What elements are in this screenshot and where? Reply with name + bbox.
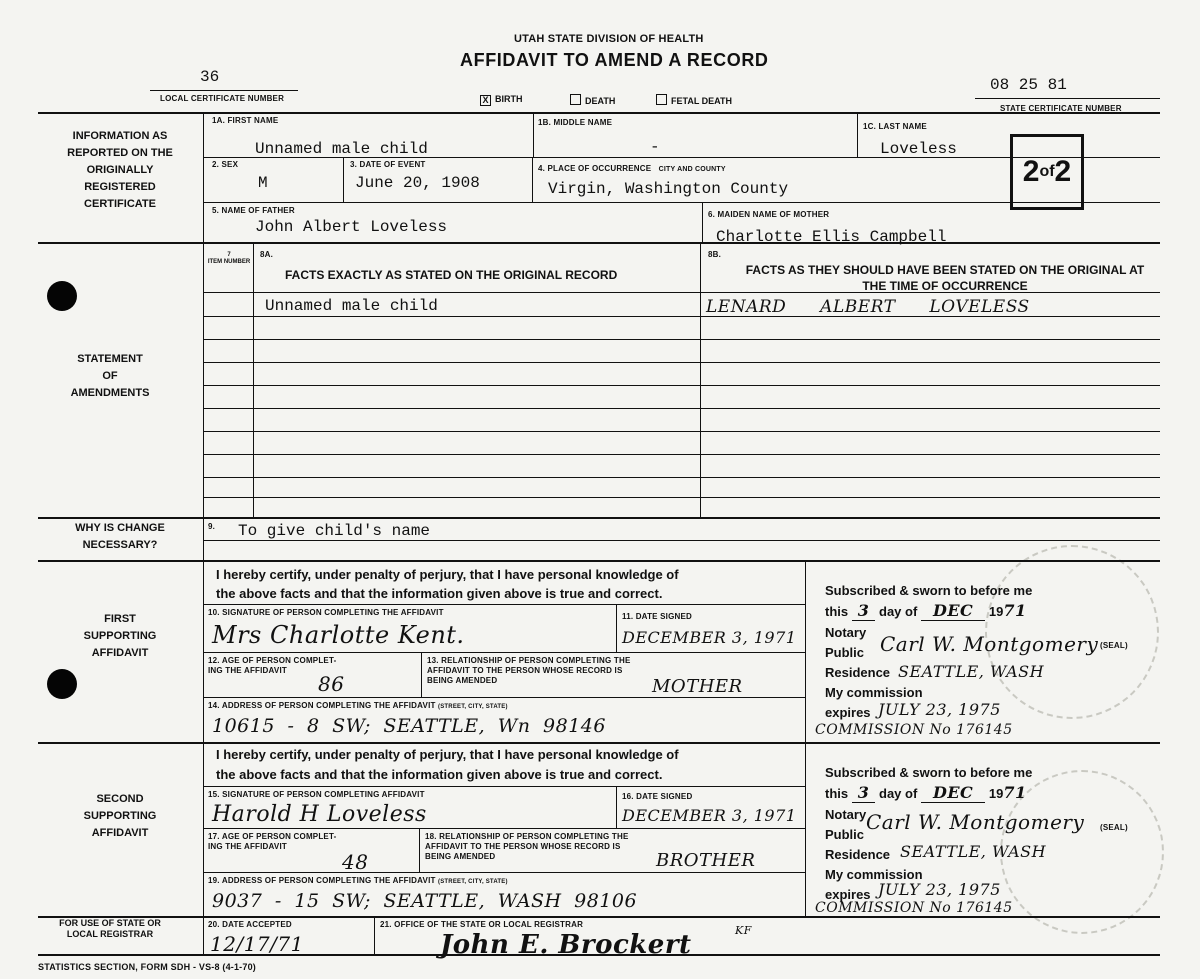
- first-public-label: Public: [825, 645, 865, 660]
- page-marker-number: 2: [1022, 155, 1040, 188]
- reason-num: 9.: [208, 522, 216, 531]
- second-date-label: 16. DATE SIGNED: [622, 792, 693, 801]
- last-name-value: Loveless: [880, 140, 957, 158]
- first-name-label: 1A. FIRST NAME: [212, 116, 279, 125]
- divider: [203, 454, 1160, 455]
- mother-label: 6. MAIDEN NAME OF MOTHER: [708, 210, 830, 219]
- col-8b-num: 8B.: [708, 250, 722, 259]
- first-sig-label: 10. SIGNATURE OF PERSON COMPLETING THE AFFIDAVIT: [208, 608, 444, 617]
- year-prefix: 19: [988, 786, 1004, 801]
- first-address-label: [208, 701, 508, 710]
- divider: [203, 540, 1160, 541]
- second-age-value: 48: [342, 850, 369, 874]
- second-notary-label: Notary: [825, 807, 867, 822]
- divider: [616, 604, 617, 652]
- divider: [203, 872, 805, 873]
- divider: [203, 652, 805, 653]
- first-signature: Mrs Charlotte Kent.: [212, 621, 465, 649]
- record-type-birth[interactable]: [480, 94, 523, 106]
- divider: [857, 112, 858, 157]
- divider: [253, 242, 254, 517]
- divider: [374, 916, 375, 954]
- second-notary-sworn: Subscribed & sworn to before me: [825, 765, 1033, 780]
- local-cert-underline: [150, 90, 298, 91]
- agency-name: UTAH STATE DIVISION OF HEALTH: [514, 33, 704, 45]
- section-registrar-label: FOR USE OF STATE OR LOCAL REGISTRAR: [59, 918, 161, 939]
- amendment-corrected-value: LENARD ALBERT LOVELESS: [706, 297, 1030, 317]
- checkbox-icon: [570, 94, 581, 105]
- divider: [421, 652, 422, 697]
- this-label: this: [825, 786, 849, 801]
- amendment-original-value: Unnamed male child: [265, 297, 438, 315]
- first-notary-day: 3: [852, 601, 876, 621]
- record-type-label: FETAL DEATH: [671, 96, 732, 106]
- reason-value: To give child's name: [238, 522, 431, 540]
- divider: [203, 477, 1160, 478]
- first-age-value: 86: [318, 672, 345, 696]
- registrar-office-label: 21. OFFICE OF THE STATE OR LOCAL REGISTRAR: [380, 920, 584, 929]
- second-rel-label-1: 18. RELATIONSHIP OF PERSON COMPLETING THE: [425, 832, 629, 841]
- second-notary-signature: Carl W. Montgomery: [866, 810, 1085, 834]
- second-address-value: 9037 - 15 SW; SEATTLE, WASH 98106: [212, 890, 638, 912]
- section-reason-label: WHY IS CHANGE NECESSARY?: [75, 522, 165, 551]
- divider: [203, 408, 1160, 409]
- divider: [38, 242, 1160, 244]
- second-residence-label: Residence: [825, 847, 891, 862]
- registrar-signature: John E. Brockert: [440, 930, 692, 960]
- second-age-label-2: ING THE AFFIDAVIT: [208, 842, 287, 851]
- second-signature: Harold H Loveless: [212, 802, 427, 827]
- divider: [203, 697, 805, 698]
- certify-statement-1a: I hereby certify, under penalty of perjury, that I have personal knowledge of: [216, 567, 679, 582]
- first-commission-label: My commission: [825, 685, 923, 700]
- father-value: John Albert Loveless: [255, 218, 448, 236]
- item-number-num: 7: [227, 252, 231, 258]
- date-accepted-label: 20. DATE ACCEPTED: [208, 920, 292, 929]
- second-address-sublabel: (STREET, CITY, STATE): [438, 879, 508, 885]
- first-address-label-main: 14. ADDRESS OF PERSON COMPLETING THE AFFIDAVIT: [208, 701, 436, 710]
- year-prefix: 19: [988, 604, 1004, 619]
- local-cert-number: 36: [200, 68, 220, 86]
- first-address-sublabel: (STREET, CITY, STATE): [438, 704, 508, 710]
- place-label-main: 4. PLACE OF OCCURRENCE: [538, 164, 652, 173]
- second-notary-date-line: [825, 784, 1027, 803]
- record-type-death[interactable]: [570, 94, 615, 106]
- first-rel-label-1: 13. RELATIONSHIP OF PERSON COMPLETING THE: [427, 656, 631, 665]
- second-sig-label: 15. SIGNATURE OF PERSON COMPLETING AFFIDAVIT: [208, 790, 425, 799]
- second-rel-label-2: AFFIDAVIT TO THE PERSON WHOSE RECORD IS: [425, 842, 621, 851]
- record-type-label: DEATH: [585, 96, 616, 106]
- first-address-value: 10615 - 8 SW; SEATTLE, Wn 98146: [212, 715, 606, 737]
- first-residence-value: SEATTLE, WASH: [898, 662, 1045, 681]
- first-relationship-value: MOTHER: [652, 676, 743, 697]
- item-number-header: [206, 252, 252, 266]
- date-accepted-value: 12/17/71: [210, 932, 304, 956]
- registrar-initials: KF: [735, 924, 752, 937]
- first-date-label: 11. DATE SIGNED: [622, 612, 692, 621]
- page-marker-total: 2: [1054, 155, 1072, 188]
- state-cert-label: STATE CERTIFICATE NUMBER: [1000, 104, 1122, 113]
- divider: [203, 339, 1160, 340]
- first-seal-label: (SEAL): [1100, 641, 1128, 650]
- second-notary-month: DEC: [921, 783, 985, 803]
- last-name-label: 1C. LAST NAME: [863, 122, 927, 131]
- col-8a-num: 8A.: [260, 250, 274, 259]
- divider: [38, 560, 1160, 562]
- section-original-label: INFORMATION AS REPORTED ON THE ORIGINALLY REGISTERED CERTIFICATE: [67, 130, 173, 210]
- divider: [38, 916, 1160, 918]
- form-title: AFFIDAVIT TO AMEND A RECORD: [460, 50, 769, 70]
- second-relationship-value: BROTHER: [656, 850, 756, 871]
- father-label: 5. NAME OF FATHER: [212, 206, 295, 215]
- first-notary-month: DEC: [921, 601, 985, 621]
- first-residence-label: Residence: [825, 665, 891, 680]
- place-value: Virgin, Washington County: [548, 180, 789, 198]
- divider: [203, 431, 1160, 432]
- first-commission-no: COMMISSION No 176145: [815, 722, 1013, 738]
- first-expires-label: expires: [825, 705, 871, 720]
- certify-statement-2b: the above facts and that the information given above is true and correct.: [216, 767, 663, 782]
- second-rel-label-3: BEING AMENDED: [425, 852, 496, 861]
- checkbox-icon: X: [480, 95, 491, 106]
- divider: [343, 157, 344, 202]
- divider: [38, 742, 1160, 744]
- second-seal-label: (SEAL): [1100, 823, 1128, 832]
- second-age-label-1: 17. AGE OF PERSON COMPLET-: [208, 832, 337, 841]
- second-public-label: Public: [825, 827, 865, 842]
- first-rel-label-2: AFFIDAVIT TO THE PERSON WHOSE RECORD IS: [427, 666, 623, 675]
- state-cert-number: 08 25 81: [990, 76, 1067, 94]
- first-date-value: DECEMBER 3, 1971: [622, 628, 797, 647]
- date-of-event-label: 3. DATE OF EVENT: [350, 160, 426, 169]
- middle-name-value: -: [650, 138, 660, 156]
- middle-name-label: 1B. MIDDLE NAME: [538, 118, 613, 127]
- divider: [203, 362, 1160, 363]
- second-address-label: [208, 876, 508, 885]
- divider: [203, 786, 805, 787]
- divider: [702, 202, 703, 242]
- date-of-event-value: June 20, 1908: [355, 174, 480, 192]
- first-name-value: Unnamed male child: [255, 140, 428, 158]
- first-rel-label-3: BEING AMENDED: [427, 676, 498, 685]
- divider: [38, 517, 1160, 519]
- first-notary-sworn: Subscribed & sworn to before me: [825, 583, 1033, 598]
- divider: [203, 828, 805, 829]
- section-amendments-label: STATEMENT OF AMENDMENTS: [70, 353, 150, 399]
- first-notary-date-line: [825, 602, 1027, 621]
- this-label: this: [825, 604, 849, 619]
- divider: [805, 560, 806, 742]
- divider: [419, 828, 420, 872]
- divider: [805, 742, 806, 916]
- punch-hole: [47, 281, 77, 311]
- divider: [203, 385, 1160, 386]
- top-border: [38, 112, 1160, 114]
- record-type-label: BIRTH: [495, 94, 523, 104]
- section-first-affidavit-label: FIRST SUPPORTING AFFIDAVIT: [83, 613, 157, 659]
- second-commission-label: My commission: [825, 867, 923, 882]
- second-commission-no: COMMISSION No 176145: [815, 900, 1013, 916]
- mother-value: Charlotte Ellis Campbell: [716, 228, 947, 246]
- place-label: [538, 164, 726, 173]
- second-notary-day: 3: [852, 783, 876, 803]
- divider: [616, 786, 617, 828]
- place-sublabel: CITY AND COUNTY: [658, 166, 726, 173]
- section-second-affidavit-label: SECOND SUPPORTING AFFIDAVIT: [83, 793, 157, 839]
- page-marker-of: of: [1039, 163, 1055, 180]
- item-number-label: ITEM NUMBER: [207, 259, 251, 265]
- first-notary-signature: Carl W. Montgomery: [880, 632, 1099, 656]
- form-footer: STATISTICS SECTION, FORM SDH - VS-8 (4-1-70): [38, 962, 256, 972]
- second-expires-label: expires: [825, 887, 871, 902]
- first-age-label-2: ING THE AFFIDAVIT: [208, 666, 287, 675]
- day-of-label: day of: [879, 786, 918, 801]
- second-notary-year: 71: [1003, 783, 1027, 802]
- first-age-label-1: 12. AGE OF PERSON COMPLET-: [208, 656, 337, 665]
- certify-statement-1b: the above facts and that the information given above is true and correct.: [216, 586, 663, 601]
- col-8b-header: FACTS AS THEY SHOULD HAVE BEEN STATED ON THE ORIGINAL AT THE TIME OF OCCURRENCE: [745, 263, 1145, 293]
- col-8a-header: FACTS EXACTLY AS STATED ON THE ORIGINAL RECORD: [285, 268, 618, 282]
- certify-statement-2a: I hereby certify, under penalty of perjury, that I have personal knowledge of: [216, 747, 679, 762]
- second-expires-value: JULY 23, 1975: [878, 880, 1001, 899]
- divider: [533, 112, 534, 157]
- page-marker: [1010, 134, 1084, 210]
- divider: [203, 604, 805, 605]
- day-of-label: day of: [879, 604, 918, 619]
- punch-hole: [47, 669, 77, 699]
- second-date-value: DECEMBER 3, 1971: [622, 806, 797, 825]
- second-residence-value: SEATTLE, WASH: [900, 842, 1047, 861]
- first-notary-year: 71: [1003, 601, 1027, 620]
- divider: [700, 242, 701, 517]
- checkbox-icon: [656, 94, 667, 105]
- first-expires-value: JULY 23, 1975: [878, 700, 1001, 719]
- divider: [203, 497, 1160, 498]
- first-notary-label: Notary: [825, 625, 867, 640]
- state-cert-underline: [975, 98, 1160, 99]
- record-type-fetal-death[interactable]: [656, 94, 732, 106]
- divider: [532, 157, 533, 202]
- local-cert-label: LOCAL CERTIFICATE NUMBER: [160, 94, 285, 103]
- second-address-label-main: 19. ADDRESS OF PERSON COMPLETING THE AFFIDAVIT: [208, 876, 436, 885]
- sex-label: 2. SEX: [212, 160, 239, 169]
- sex-value: M: [258, 174, 268, 192]
